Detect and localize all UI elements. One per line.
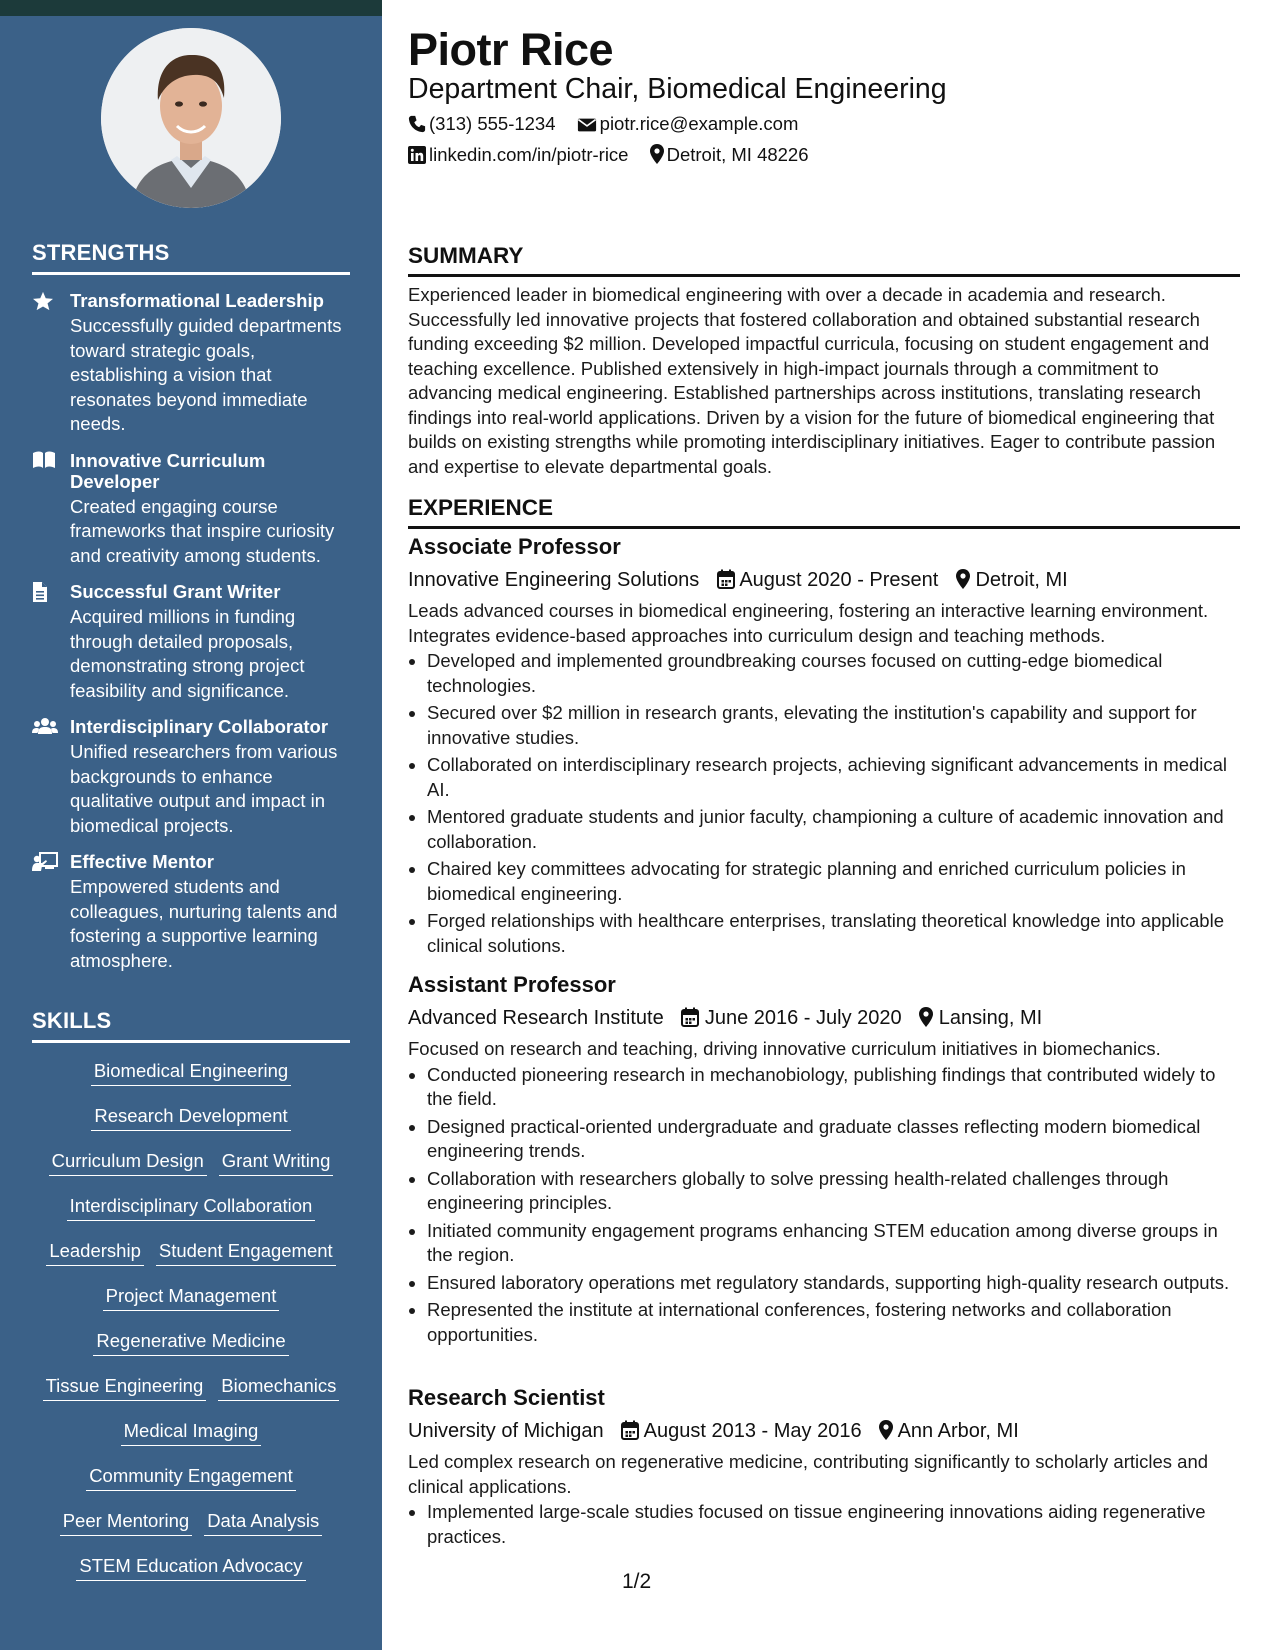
experience-entry (408, 971, 1240, 1350)
job-company: Innovative Engineering Solutions (408, 569, 700, 591)
envelope-icon (577, 117, 597, 133)
skill-tag: Grant Writing (219, 1149, 334, 1176)
job-bullet: • Collaborated on interdisciplinary research projects, achieving significant advancements in medical AI. (427, 753, 1240, 802)
job-bullet: • Developed and implemented groundbreaking courses focused on cutting-edge biomedical technologies. (427, 649, 1240, 698)
job-meta (408, 1418, 1240, 1444)
calendar-icon (621, 1420, 639, 1440)
summary-heading: SUMMARY (408, 243, 1240, 277)
linkedin-text: linkedin.com/in/piotr-rice (429, 144, 629, 165)
strength-title: Interdisciplinary Collaborator (70, 716, 329, 737)
skills-heading: SKILLS (32, 1008, 350, 1043)
job-company: Advanced Research Institute (408, 1007, 664, 1029)
job-bullet-list (408, 1500, 1240, 1549)
job-bullet: • Collaboration with researchers globally to solve pressing health-related challenges through engineering principles. (427, 1167, 1240, 1216)
map-pin-icon (879, 1420, 893, 1440)
skill-tag: Tissue Engineering (43, 1374, 207, 1401)
job-dates: August 2013 - May 2016 (643, 1420, 862, 1442)
strength-description: Unified researchers from various backgrounds to enhance qualitative output and impact in biomedical projects. (70, 741, 338, 836)
map-pin-icon (919, 1007, 933, 1027)
contact-row (408, 113, 814, 135)
sidebar (0, 0, 382, 1650)
skill-tag: Peer Mentoring (60, 1509, 192, 1536)
strength-title: Innovative Curriculum Developer (70, 449, 266, 492)
job-role: Research Scientist (408, 1385, 605, 1410)
strength-description: Acquired millions in funding through detailed proposals, demonstrating strong project feasibility and significance. (70, 606, 305, 701)
strength-item (32, 716, 352, 838)
job-bullet-list (408, 649, 1240, 958)
job-bullet: • Conducted pioneering research in mechanobiology, publishing findings that contributed widely to the field. (427, 1063, 1240, 1112)
candidate-name: Piotr Rice (408, 24, 614, 75)
strength-item (32, 290, 352, 437)
candidate-title: Department Chair, Biomedical Engineering (408, 73, 947, 105)
job-meta (408, 1005, 1240, 1031)
location-text: Detroit, MI 48226 (666, 144, 809, 165)
skill-tag: Medical Imaging (121, 1419, 262, 1446)
contact-linkedin[interactable] (408, 144, 628, 166)
job-description: Leads advanced courses in biomedical engineering, fostering an interactive learning environment. Integrates evidence-based approaches into curriculum design and teaching methods. (408, 600, 1209, 646)
strength-item (32, 851, 352, 973)
job-bullet: • Implemented large-scale studies focused on tissue engineering innovations aiding regenerative practices. (427, 1500, 1240, 1549)
summary-text: Experienced leader in biomedical engineering with over a decade in academia and research. Successfully led innovative projects that fostered collaboration and obtained substantial research funding exceeding $2 million. Developed impactful curricula, focusing on student engagement and teaching excellence. Published extensively in high-impact journals through a commitment to advancing medical engineering. Established partnerships across institutions, translating research findings into real-world applications. Driven by a vision for the future of biomedical engineering that builds on existing strengths while promoting interdisciplinary initiatives. Eager to contribute passion and expertise to elevate departmental goals. (408, 284, 1216, 477)
book-icon (32, 451, 56, 471)
skills-list (32, 1055, 350, 1595)
contact-row (408, 144, 825, 166)
job-company: University of Michigan (408, 1420, 604, 1442)
skill-tag: Data Analysis (204, 1509, 322, 1536)
job-bullet: • Forged relationships with healthcare enterprises, translating theoretical knowledge into applicable clinical solutions. (427, 909, 1240, 958)
job-bullet-list (408, 1063, 1240, 1348)
job-bullet: • Designed practical-oriented undergraduate and graduate classes reflecting modern biomedical engineering trends. (427, 1115, 1240, 1164)
job-meta (408, 567, 1240, 593)
skill-tag: Biomedical Engineering (91, 1059, 291, 1086)
email-text: piotr.rice@example.com (599, 113, 799, 134)
profile-photo (101, 28, 281, 208)
sidebar-top-bar (0, 0, 382, 16)
skill-tag: Regenerative Medicine (93, 1329, 288, 1356)
teacher-icon (32, 852, 56, 872)
calendar-icon (717, 569, 735, 589)
skill-tag: Community Engagement (86, 1464, 296, 1491)
job-location: Lansing, MI (938, 1007, 1043, 1029)
skill-tag: Leadership (46, 1239, 144, 1266)
job-location: Ann Arbor, MI (897, 1420, 1019, 1442)
job-description: Led complex research on regenerative medicine, contributing significantly to scholarly articles and clinical applications. (408, 1451, 1209, 1497)
job-dates: August 2020 - Present (739, 569, 939, 591)
page-number: 1/2 (622, 1570, 652, 1593)
strength-title: Transformational Leadership (70, 290, 324, 311)
strength-item (32, 450, 352, 569)
strengths-list (32, 290, 352, 986)
phone-icon (408, 115, 426, 133)
strength-description: Successfully guided departments toward strategic goals, establishing a vision that resonates beyond immediate needs. (70, 315, 342, 434)
job-dates: June 2016 - July 2020 (704, 1007, 902, 1029)
linkedin-icon (408, 146, 426, 164)
job-role: Assistant Professor (408, 972, 616, 997)
document-icon (32, 582, 56, 602)
job-description: Focused on research and teaching, driving innovative curriculum initiatives in biomechanics. (408, 1038, 1161, 1059)
strengths-heading: STRENGTHS (32, 240, 350, 275)
job-location: Detroit, MI (975, 569, 1068, 591)
users-icon (32, 717, 56, 737)
strength-description: Created engaging course frameworks that inspire curiosity and creativity among students. (70, 495, 335, 566)
skill-tag: Biomechanics (218, 1374, 339, 1401)
job-bullet: • Chaired key committees advocating for strategic planning and enriched curriculum policies in biomedical engineering. (427, 857, 1240, 906)
calendar-icon (681, 1007, 699, 1027)
skill-tag: Research Development (91, 1104, 290, 1131)
strength-title: Effective Mentor (70, 851, 214, 872)
map-pin-icon (650, 144, 664, 164)
job-bullet: • Ensured laboratory operations met regulatory standards, supporting high-quality research outputs. (427, 1271, 1240, 1296)
strength-description: Empowered students and colleagues, nurturing talents and fostering a supportive learning atmosphere. (70, 876, 338, 971)
job-role: Associate Professor (408, 534, 621, 559)
contact-email[interactable] (577, 113, 799, 135)
job-bullet: • Mentored graduate students and junior faculty, championing a culture of academic innovation and collaboration. (427, 805, 1240, 854)
experience-entry (408, 1384, 1240, 1552)
strength-title: Successful Grant Writer (70, 581, 281, 602)
map-pin-icon (956, 569, 970, 589)
contact-location (650, 144, 809, 166)
skill-tag: Curriculum Design (49, 1149, 207, 1176)
skill-tag: Project Management (103, 1284, 280, 1311)
job-bullet: • Represented the institute at international conferences, fostering networks and collaboration opportunities. (427, 1298, 1240, 1347)
skill-tag: Student Engagement (156, 1239, 336, 1266)
contact-phone[interactable] (408, 113, 556, 135)
job-bullet: • Secured over $2 million in research grants, elevating the institution's capability and support for innovative studies. (427, 701, 1240, 750)
experience-entry (408, 533, 1240, 961)
skill-tag: STEM Education Advocacy (76, 1554, 305, 1581)
strength-item (32, 581, 352, 703)
experience-heading: EXPERIENCE (408, 495, 1240, 529)
job-bullet: • Initiated community engagement programs enhancing STEM education among diverse groups in the region. (427, 1219, 1240, 1268)
star-icon (32, 291, 56, 311)
skill-tag: Interdisciplinary Collaboration (67, 1194, 316, 1221)
phone-text: (313) 555-1234 (429, 113, 556, 134)
